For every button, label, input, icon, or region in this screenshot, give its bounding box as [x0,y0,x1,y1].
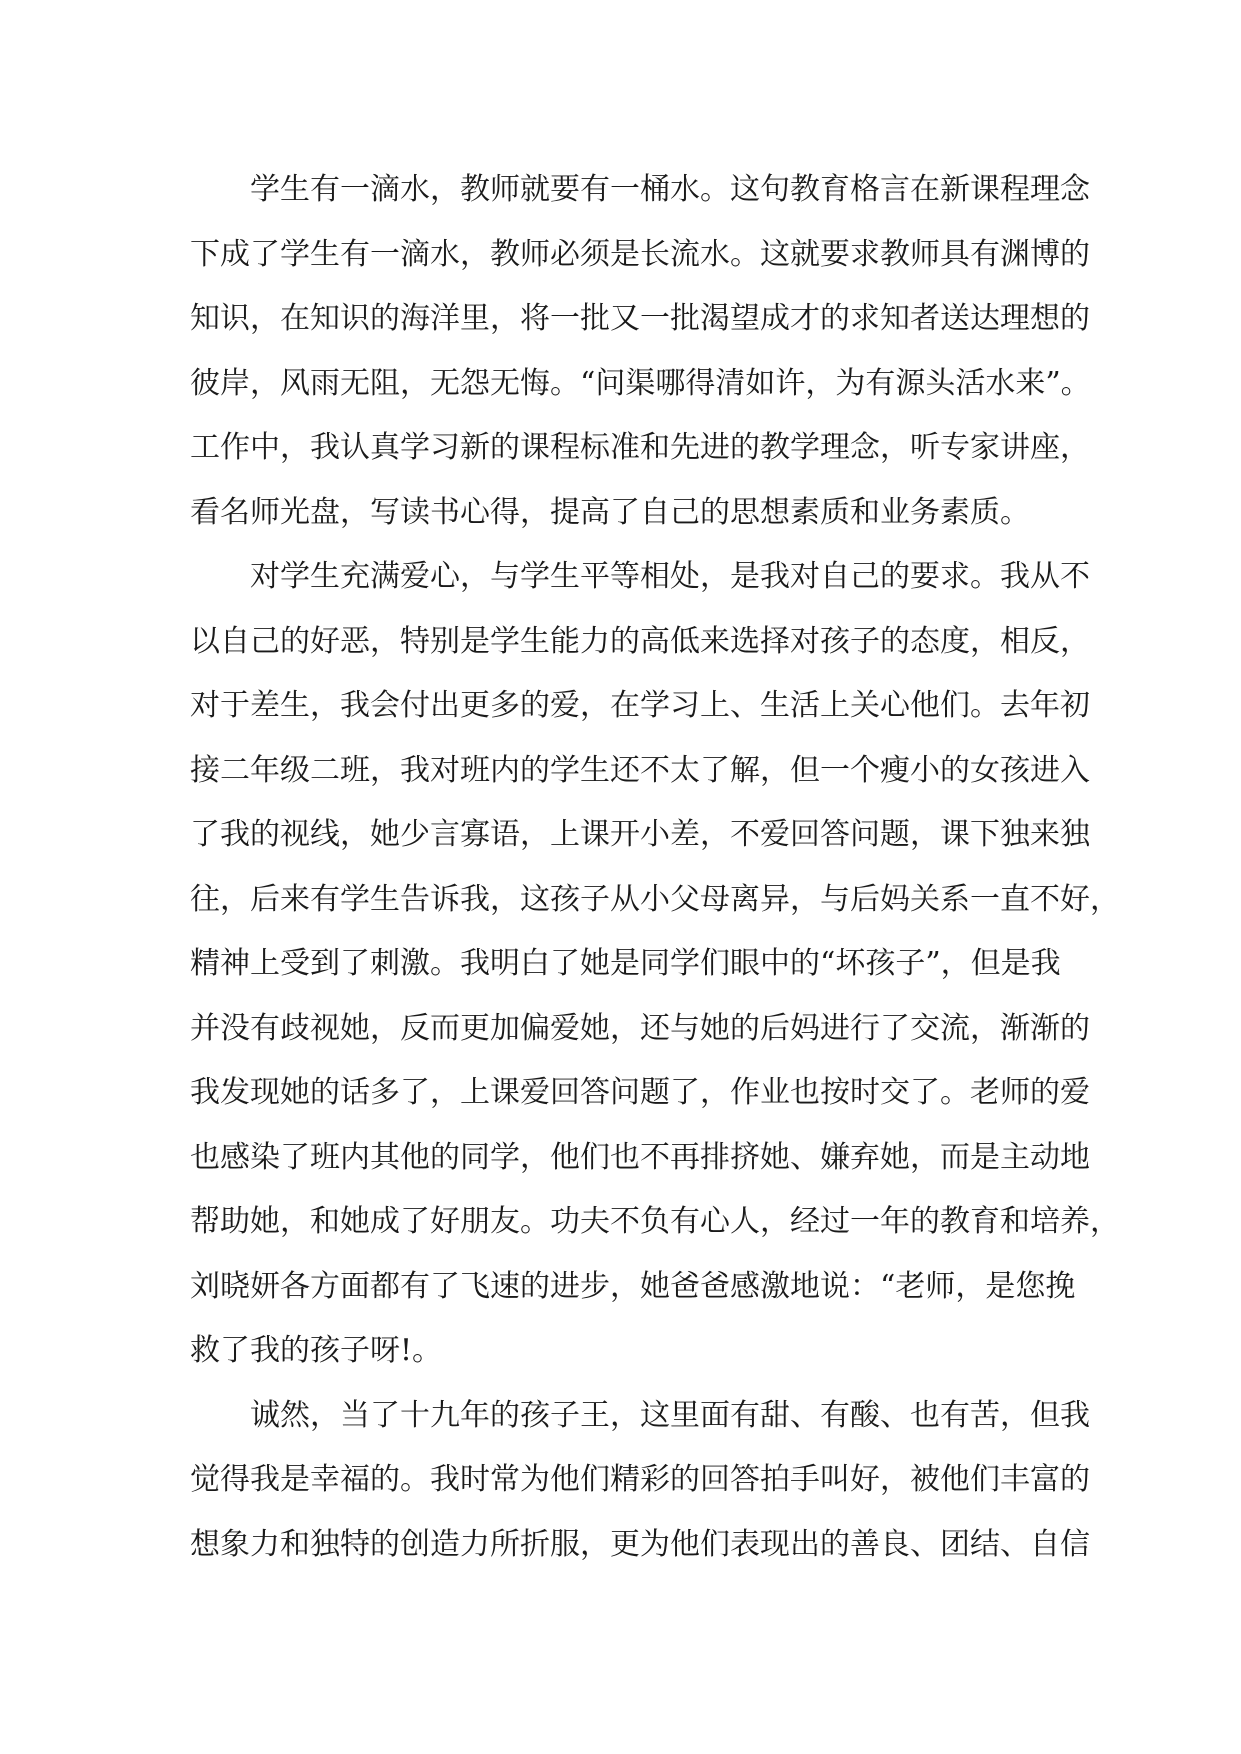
paragraph-line: 知识，在知识的海洋里，将一批又一批渴望成才的求知者送达理想的 [190,301,1090,336]
paragraph-line: 工作中，我认真学习新的课程标准和先进的教学理念，听专家讲座， [190,430,1090,465]
paragraph-line: 了我的视线，她少言寡语，上课开小差，不爱回答问题，课下独来独 [190,817,1090,852]
paragraph-line: 觉得我是幸福的。我时常为他们精彩的回答拍手叫好，被他们丰富的 [190,1462,1090,1497]
paragraph-line: 对学生充满爱心，与学生平等相处，是我对自己的要求。我从不 [250,559,1090,594]
paragraph-2 [190,545,1120,1384]
paragraph-line: 诚然，当了十九年的孩子王，这里面有甜、有酸、也有苦，但我 [250,1397,1090,1433]
paragraph-line: 刘晓妍各方面都有了飞速的进步，她爸爸感激地说：“老师，是您挽 [190,1268,1076,1304]
paragraph-line: 并没有歧视她，反而更加偏爱她，还与她的后妈进行了交流，渐渐的 [190,1010,1090,1046]
paragraph-line: 想象力和独特的创造力所折服，更为他们表现出的善良、团结、自信 [190,1526,1090,1562]
paragraph-3 [190,1384,1090,1578]
paragraph-line: 接二年级二班，我对班内的学生还不太了解，但一个瘦小的女孩进入 [190,752,1090,788]
paragraph-line: 对于差生，我会付出更多的爱，在学习上、生活上关心他们。去年初 [190,688,1090,723]
paragraph-line: 精神上受到了刺激。我明白了她是同学们眼中的“坏孩子”，但是我 [190,946,1061,981]
paragraph-line: 往，后来有学生告诉我，这孩子从小父母离异，与后妈关系一直不好， [190,881,1120,917]
paragraph-line: 也感染了班内其他的同学，他们也不再排挤她、嫌弃她，而是主动地 [190,1139,1090,1175]
document-body [190,158,1120,1577]
paragraph-line: 彼岸，风雨无阻，无怨无悔。“问渠哪得清如许，为有源头活水来”。 [190,365,1091,401]
paragraph-line: 救了我的孩子呀!。 [190,1333,443,1368]
paragraph-line: 下成了学生有一滴水，教师必须是长流水。这就要求教师具有渊博的 [190,236,1090,272]
paragraph-line: 我发现她的话多了，上课爱回答问题了，作业也按时交了。老师的爱 [190,1075,1090,1110]
paragraph-1 [190,158,1091,545]
paragraph-line: 看名师光盘，写读书心得，提高了自己的思想素质和业务素质。 [190,494,1030,530]
paragraph-line: 帮助她，和她成了好朋友。功夫不负有心人，经过一年的教育和培养， [190,1204,1120,1239]
paragraph-line: 学生有一滴水，教师就要有一桶水。这句教育格言在新课程理念 [250,172,1090,207]
paragraph-line: 以自己的好恶，特别是学生能力的高低来选择对孩子的态度，相反， [190,623,1090,659]
